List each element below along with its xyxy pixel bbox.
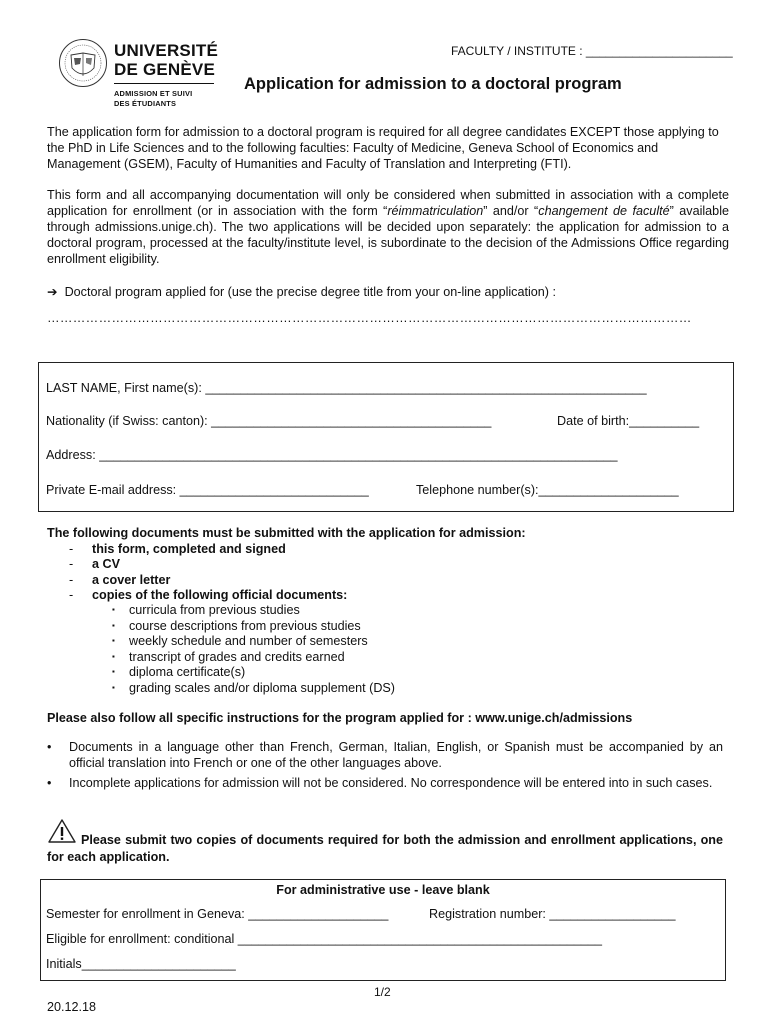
intro-paragraph-2: This form and all accompanying documentation will only be considered when submitted in association with a complete application for enrollment (or in association with the form “réimmatriculation” and/or “changement de faculté” available through admissions.unige.ch). The two applications will be decided upon separately: the application for admission to a doctoral program, processed at the faculty/institute level, is subordinate to the decision of the Admissions Office regarding enrollment eligibility. — [47, 188, 729, 266]
initials-field[interactable]: Initials______________________ — [46, 957, 236, 971]
program-label: Doctoral program applied for (use the precise degree title from your on-line application) : — [64, 285, 556, 299]
instructions-heading: Please also follow all specific instructions for the program applied for : www.unige.ch/admissions — [47, 711, 633, 725]
unit-name: ADMISSION ET SUIVI DES ÉTUDIANTS — [114, 89, 193, 108]
page-number: 1/2 — [374, 985, 391, 999]
university-name: UNIVERSITÉ DE GENÈVE — [114, 41, 219, 79]
sub-list-item: ▪ grading scales and/or diploma supplement (DS) — [112, 681, 396, 695]
nationality-field[interactable]: Nationality (if Swiss: canton): ________________________________________ — [46, 414, 492, 428]
warning-text: Please submit two copies of documents required for both the admission and enrollment applications, one for each application. — [47, 833, 723, 864]
arrow-icon: ➔ — [47, 285, 58, 299]
sub-list-item: ▪ diploma certificate(s) — [112, 665, 246, 679]
admin-title: For administrative use - leave blank — [276, 883, 490, 897]
logo-divider — [114, 83, 214, 84]
page-title: Application for admission to a doctoral program — [244, 75, 622, 93]
dob-field[interactable]: Date of birth:__________ — [557, 414, 700, 428]
list-item: - copies of the following official documents: — [69, 588, 348, 602]
intro-paragraph-1: The application form for admission to a doctoral program is required for all degree candidates EXCEPT those applying to the PhD in Life Sciences and to the following faculties: Faculty of Medicine, Geneva School of Economics and Management (GSEM), Faculty of Humanities and Faculty of Translation and Interpreting (FTI). — [47, 125, 719, 171]
address-field[interactable]: Address: __________________________________________________________________________ — [46, 448, 618, 462]
sub-list-item: ▪ curricula from previous studies — [112, 603, 300, 617]
list-item: - this form, completed and signed — [69, 542, 286, 556]
bullet-item: • Incomplete applications for admission will not be considered. No correspondence will be entered into in such cases. — [47, 776, 713, 790]
sub-list-item: ▪ weekly schedule and number of semesters — [112, 634, 368, 648]
program-line — [47, 284, 556, 299]
bullet-item: • Documents in a language other than French, German, Italian, English, or Spanish must be accompanied by an official translation into French or one of the other languages above. — [47, 740, 723, 770]
documents-heading: The following documents must be submitted with the application for admission: — [47, 526, 526, 540]
registration-field[interactable]: Registration number: __________________ — [429, 907, 676, 921]
faculty-field[interactable]: FACULTY / INSTITUTE : ______________________ — [451, 44, 733, 58]
sub-list-item: ▪ transcript of grades and credits earned — [112, 650, 345, 664]
email-field[interactable]: Private E-mail address: ___________________________ — [46, 483, 369, 497]
eligibility-field[interactable]: Eligible for enrollment: conditional ____________________________________________________ — [46, 932, 603, 946]
list-item: - a cover letter — [69, 573, 171, 587]
semester-field[interactable]: Semester for enrollment in Geneva: ____________________ — [46, 907, 389, 921]
name-field[interactable]: LAST NAME, First name(s): _______________________________________________________________ — [46, 381, 647, 395]
document-date: 20.12.18 — [47, 1000, 97, 1014]
program-input-dots[interactable]: …………………………………………………………………………………………………………………………………… — [47, 311, 692, 325]
phone-field[interactable]: Telephone number(s):____________________ — [416, 483, 679, 497]
list-item: - a CV — [69, 557, 120, 571]
university-seal-icon — [58, 38, 108, 88]
sub-list-item: ▪ course descriptions from previous studies — [112, 619, 361, 633]
